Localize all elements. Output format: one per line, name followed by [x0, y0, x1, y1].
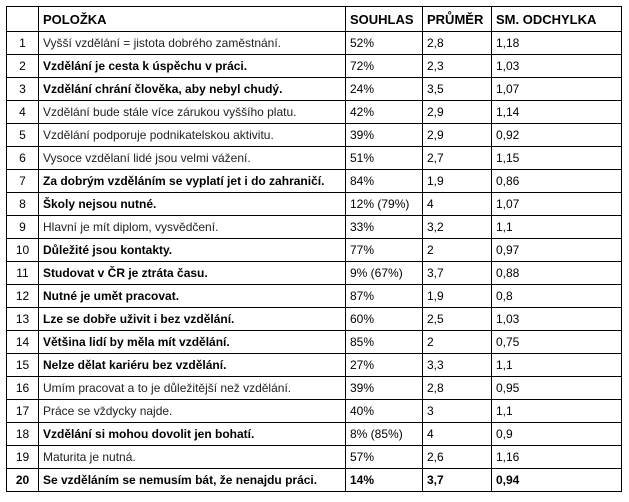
header-std-deviation: SM. ODCHYLKA — [492, 7, 622, 32]
row-mean: 2,9 — [423, 101, 492, 124]
row-agreement: 72% — [346, 55, 423, 78]
row-item-text: Vzdělání podporuje podnikatelskou aktivitu. — [39, 124, 346, 147]
row-item-text: Vzdělání je cesta k úspěchu v práci. — [39, 55, 346, 78]
table-row — [7, 124, 622, 147]
table-row — [7, 32, 622, 55]
row-mean: 2 — [423, 239, 492, 262]
row-std-deviation: 0,97 — [492, 239, 622, 262]
row-std-deviation: 1,15 — [492, 147, 622, 170]
row-number: 8 — [7, 193, 39, 216]
header-mean: PRŮMĚR — [423, 7, 492, 32]
row-item-text: Studovat v ČR je ztráta času. — [39, 262, 346, 285]
row-mean: 2,5 — [423, 308, 492, 331]
row-number: 12 — [7, 285, 39, 308]
table-row — [7, 262, 622, 285]
row-number: 1 — [7, 32, 39, 55]
row-std-deviation: 0,8 — [492, 285, 622, 308]
row-agreement: 39% — [346, 377, 423, 400]
row-mean: 1,9 — [423, 285, 492, 308]
row-mean: 3,7 — [423, 262, 492, 285]
row-item-text: Za dobrým vzděláním se vyplatí jet i do zahraničí. — [39, 170, 346, 193]
header-agreement: SOUHLAS — [346, 7, 423, 32]
row-std-deviation: 1,07 — [492, 78, 622, 101]
row-number: 19 — [7, 446, 39, 469]
row-agreement: 57% — [346, 446, 423, 469]
row-std-deviation: 0,94 — [492, 469, 622, 492]
table-row — [7, 78, 622, 101]
row-mean: 1,9 — [423, 170, 492, 193]
row-item-text: Důležité jsou kontakty. — [39, 239, 346, 262]
row-mean: 3,7 — [423, 469, 492, 492]
table-row — [7, 101, 622, 124]
table-row — [7, 239, 622, 262]
row-mean: 2,9 — [423, 124, 492, 147]
row-item-text: Nutné je umět pracovat. — [39, 285, 346, 308]
row-item-text: Práce se vždycky najde. — [39, 400, 346, 423]
table-row — [7, 423, 622, 446]
row-std-deviation: 1,1 — [492, 216, 622, 239]
row-agreement: 8% (85%) — [346, 423, 423, 446]
row-item-text: Vysoce vzdělaní lidé jsou velmi vážení. — [39, 147, 346, 170]
row-agreement: 27% — [346, 354, 423, 377]
table-row — [7, 193, 622, 216]
table-row — [7, 400, 622, 423]
table-row — [7, 55, 622, 78]
row-number: 4 — [7, 101, 39, 124]
row-number: 20 — [7, 469, 39, 492]
header-item: POLOŽKA — [39, 7, 346, 32]
header-number — [7, 7, 39, 32]
row-mean: 3,5 — [423, 78, 492, 101]
row-agreement: 85% — [346, 331, 423, 354]
row-number: 7 — [7, 170, 39, 193]
row-mean: 2,8 — [423, 32, 492, 55]
row-agreement: 84% — [346, 170, 423, 193]
table-row — [7, 469, 622, 492]
table-row — [7, 147, 622, 170]
row-number: 5 — [7, 124, 39, 147]
row-mean: 3,2 — [423, 216, 492, 239]
row-agreement: 77% — [346, 239, 423, 262]
row-mean: 2,6 — [423, 446, 492, 469]
row-item-text: Vyšší vzdělání = jistota dobrého zaměstnání. — [39, 32, 346, 55]
table-row — [7, 331, 622, 354]
row-number: 17 — [7, 400, 39, 423]
row-mean: 3,3 — [423, 354, 492, 377]
row-item-text: Školy nejsou nutné. — [39, 193, 346, 216]
row-agreement: 24% — [346, 78, 423, 101]
table-row — [7, 446, 622, 469]
row-item-text: Hlavní je mít diplom, vysvědčení. — [39, 216, 346, 239]
row-mean: 2 — [423, 331, 492, 354]
row-number: 16 — [7, 377, 39, 400]
row-agreement: 51% — [346, 147, 423, 170]
row-agreement: 12% (79%) — [346, 193, 423, 216]
row-number: 9 — [7, 216, 39, 239]
row-std-deviation: 0,95 — [492, 377, 622, 400]
row-mean: 2,7 — [423, 147, 492, 170]
row-agreement: 60% — [346, 308, 423, 331]
table-row — [7, 377, 622, 400]
table-row — [7, 170, 622, 193]
table-row — [7, 354, 622, 377]
table-row — [7, 308, 622, 331]
row-number: 13 — [7, 308, 39, 331]
row-std-deviation: 0,92 — [492, 124, 622, 147]
row-std-deviation: 1,1 — [492, 400, 622, 423]
row-mean: 2,8 — [423, 377, 492, 400]
row-number: 15 — [7, 354, 39, 377]
row-item-text: Nelze dělat kariéru bez vzdělání. — [39, 354, 346, 377]
row-agreement: 39% — [346, 124, 423, 147]
row-mean: 2,3 — [423, 55, 492, 78]
row-agreement: 42% — [346, 101, 423, 124]
row-item-text: Maturita je nutná. — [39, 446, 346, 469]
row-number: 10 — [7, 239, 39, 262]
row-std-deviation: 0,86 — [492, 170, 622, 193]
row-std-deviation: 0,75 — [492, 331, 622, 354]
row-std-deviation: 1,1 — [492, 354, 622, 377]
row-agreement: 87% — [346, 285, 423, 308]
row-std-deviation: 1,14 — [492, 101, 622, 124]
row-agreement: 33% — [346, 216, 423, 239]
survey-table-container — [6, 6, 622, 492]
row-item-text: Vzdělání bude stále více zárukou vyššího platu. — [39, 101, 346, 124]
row-std-deviation: 0,9 — [492, 423, 622, 446]
row-item-text: Většina lidí by měla mít vzdělání. — [39, 331, 346, 354]
row-std-deviation: 0,88 — [492, 262, 622, 285]
row-number: 6 — [7, 147, 39, 170]
row-number: 3 — [7, 78, 39, 101]
row-agreement: 52% — [346, 32, 423, 55]
row-mean: 4 — [423, 423, 492, 446]
row-mean: 4 — [423, 193, 492, 216]
row-agreement: 9% (67%) — [346, 262, 423, 285]
survey-table — [6, 6, 622, 492]
row-std-deviation: 1,03 — [492, 55, 622, 78]
row-agreement: 14% — [346, 469, 423, 492]
row-mean: 3 — [423, 400, 492, 423]
row-number: 2 — [7, 55, 39, 78]
header-row — [7, 7, 622, 32]
row-item-text: Se vzděláním se nemusím bát, že nenajdu práci. — [39, 469, 346, 492]
row-std-deviation: 1,16 — [492, 446, 622, 469]
row-item-text: Umím pracovat a to je důležitější než vzdělání. — [39, 377, 346, 400]
row-item-text: Lze se dobře uživit i bez vzdělání. — [39, 308, 346, 331]
row-number: 11 — [7, 262, 39, 285]
table-body — [7, 32, 622, 492]
row-std-deviation: 1,03 — [492, 308, 622, 331]
row-std-deviation: 1,18 — [492, 32, 622, 55]
row-item-text: Vzdělání chrání člověka, aby nebyl chudý. — [39, 78, 346, 101]
row-std-deviation: 1,07 — [492, 193, 622, 216]
table-row — [7, 285, 622, 308]
table-row — [7, 216, 622, 239]
row-item-text: Vzdělání si mohou dovolit jen bohatí. — [39, 423, 346, 446]
row-number: 18 — [7, 423, 39, 446]
row-agreement: 40% — [346, 400, 423, 423]
row-number: 14 — [7, 331, 39, 354]
